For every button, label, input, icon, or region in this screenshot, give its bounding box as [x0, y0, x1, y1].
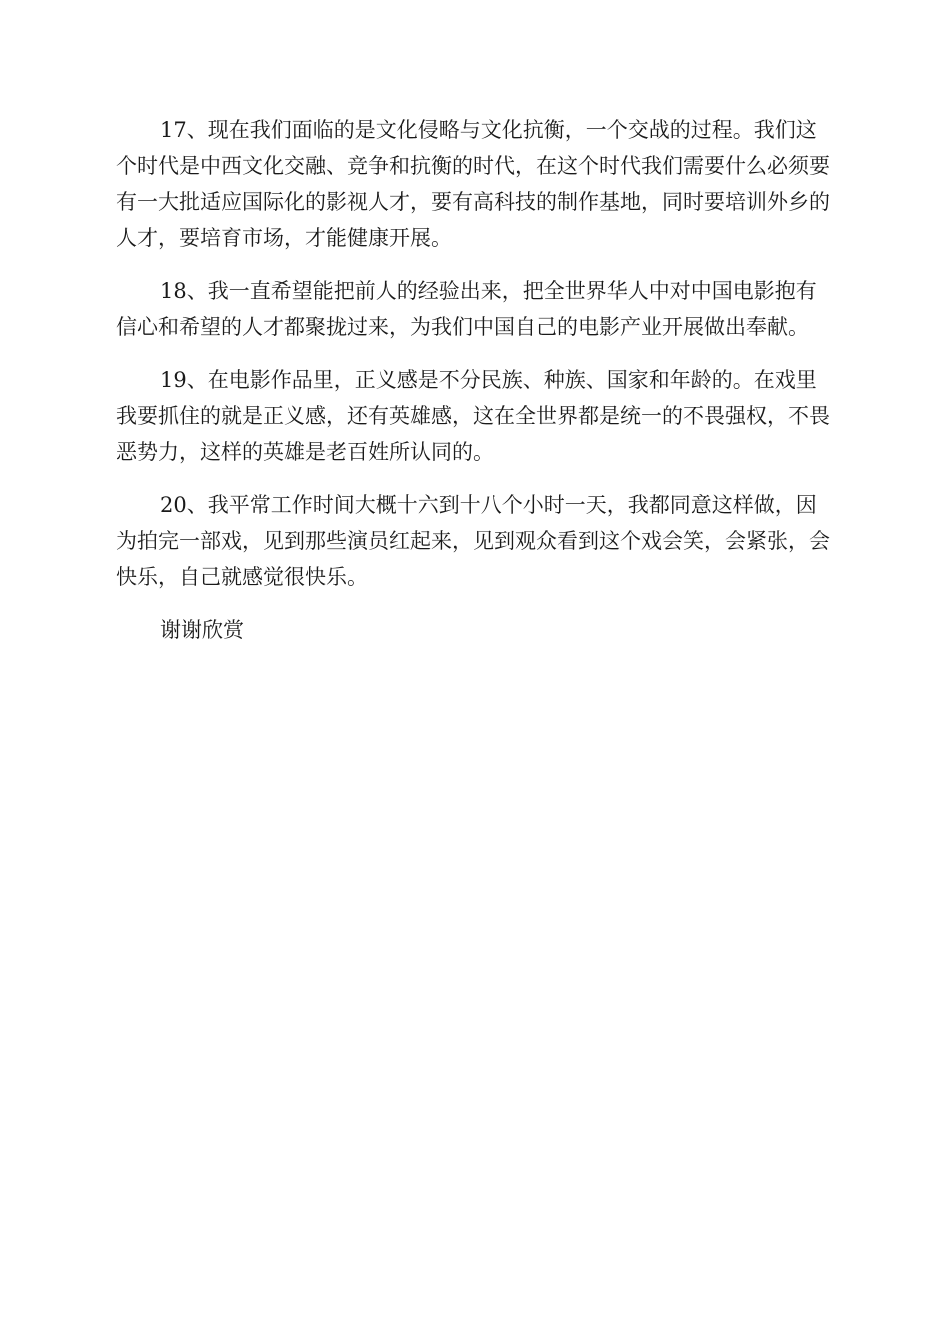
paragraph-18: 18、我一直希望能把前人的经验出来，把全世界华人中对中国电影抱有信心和希望的人才都聚拢过来，为我们中国自己的电影产业开展做出奉献。 [116, 279, 817, 339]
paragraph-17: 17、现在我们面临的是文化侵略与文化抗衡，一个交战的过程。我们这个时代是中西文化交融、竞争和抗衡的时代，在这个时代我们需要什么必须要有一大批适应国际化的影视人才，要有高科技的制作基地，同时要培训外乡的人才，要培育市场，才能健康开展。 [116, 118, 830, 250]
paragraph-19: 19、在电影作品里，正义感是不分民族、种族、国家和年龄的。在戏里我要抓住的就是正义感，还有英雄感，这在全世界都是统一的不畏强权，不畏恶势力，这样的英雄是老百姓所认同的。 [116, 368, 830, 464]
closing-thanks: 谢谢欣赏 [160, 618, 244, 642]
document-body [116, 112, 836, 648]
paragraph-20: 20、我平常工作时间大概十六到十八个小时一天，我都同意这样做，因为拍完一部戏，见到那些演员红起来，见到观众看到这个戏会笑，会紧张，会快乐，自己就感觉很快乐。 [116, 493, 830, 589]
